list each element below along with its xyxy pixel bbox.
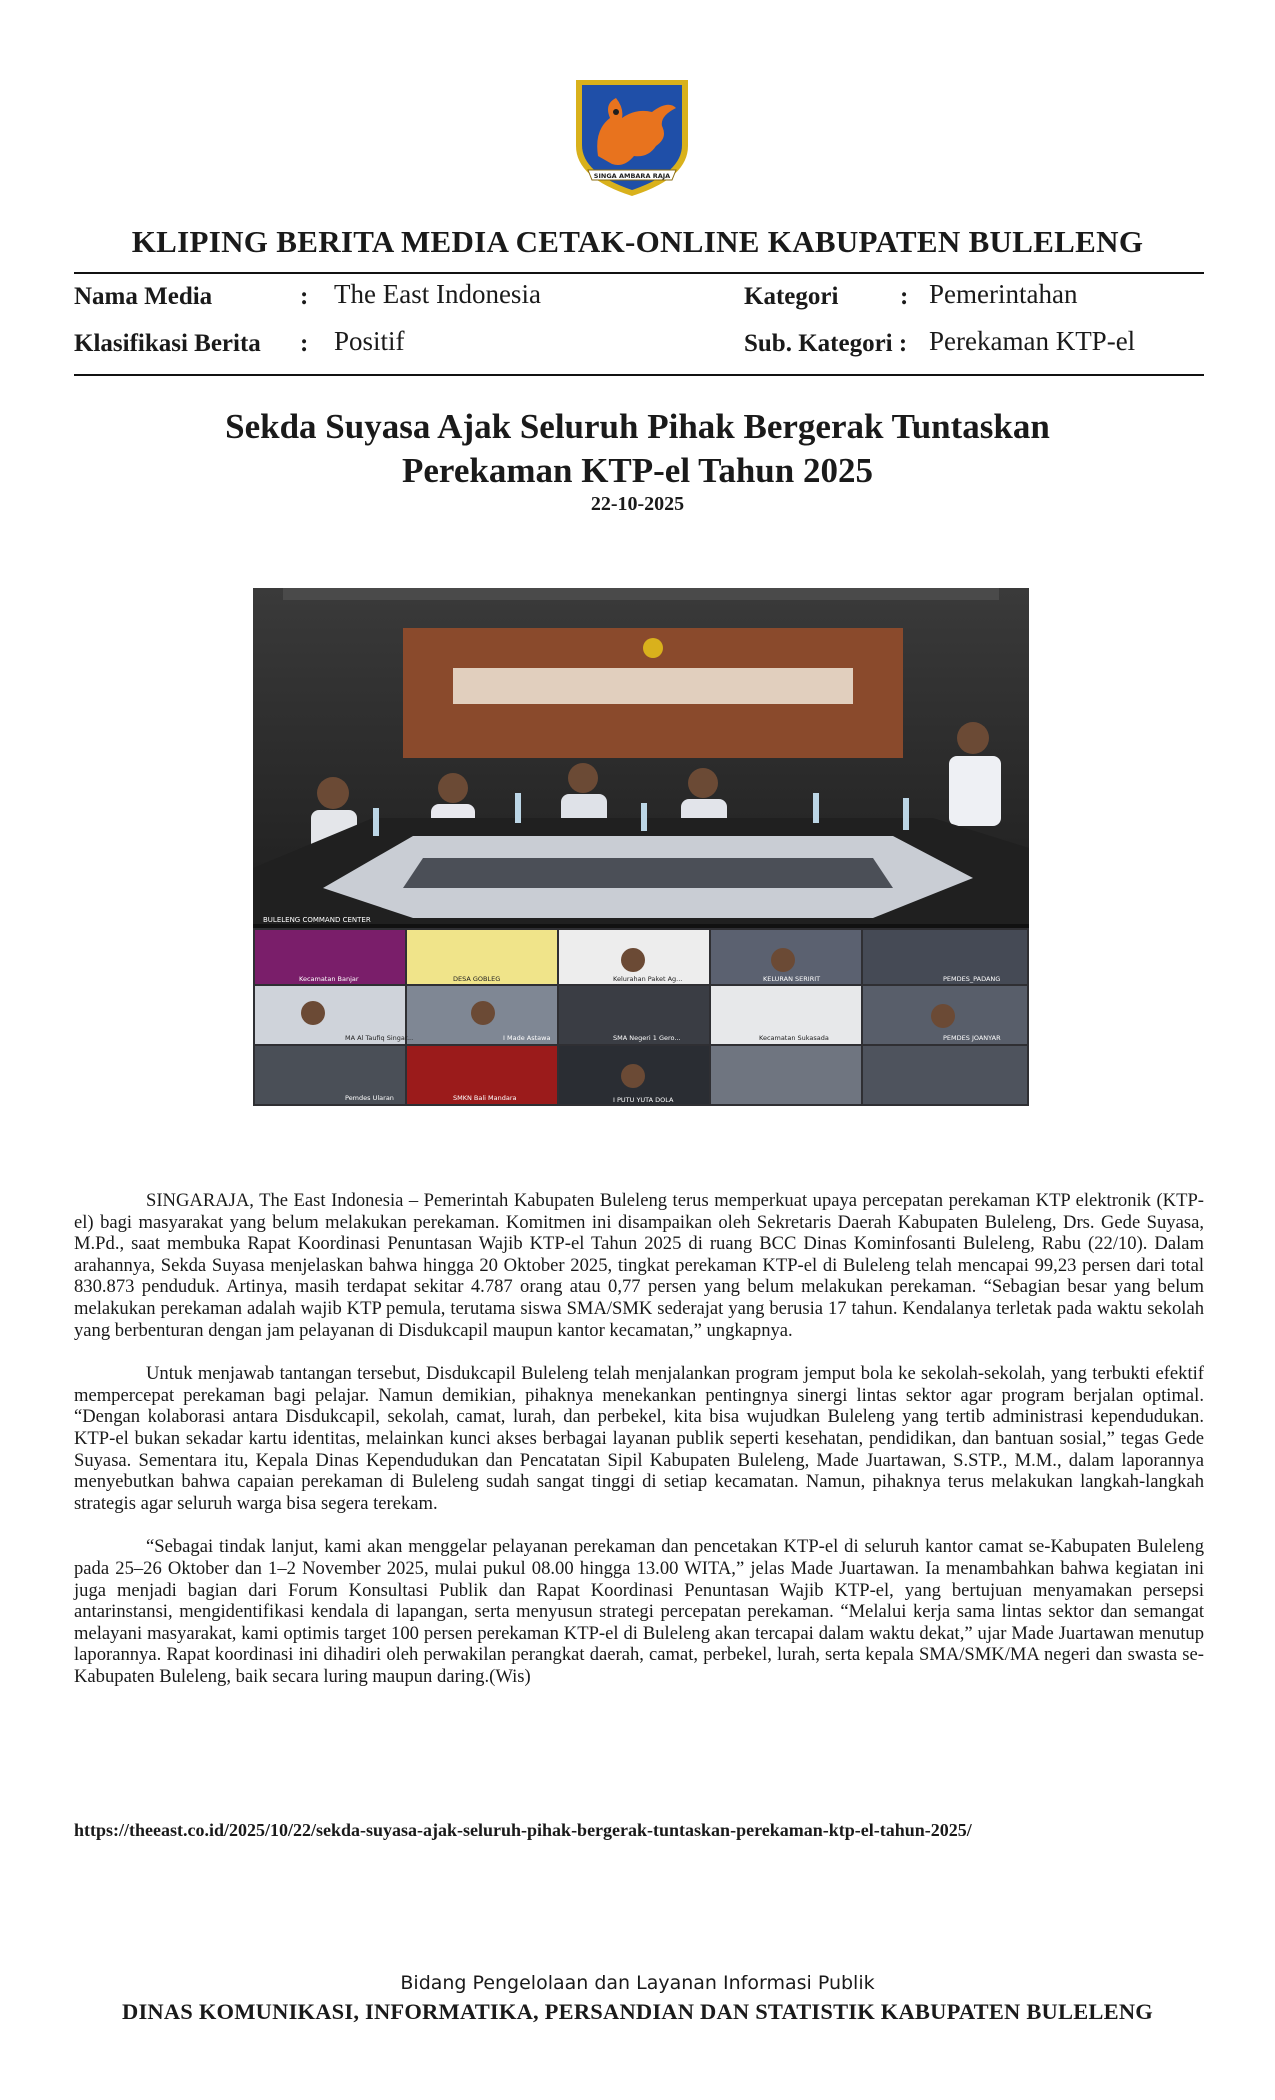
classification-value: Positif: [334, 326, 405, 356]
classification-label: Klasifikasi Berita: [74, 330, 261, 357]
article-paragraph: Untuk menjawab tantangan tersebut, Disdukcapil Buleleng telah menjalankan program jemput bola ke sekolah-sekolah, yang terbukti efektif mempercepat perekaman bagi pelajar. Namun demikian, pihaknya menekankan pentingnya sinergi lintas sektor agar program berjalan optimal. “Dengan kolaborasi antara Disdukcapil, sekolah, camat, lurah, dan perbekel, kita bisa wujudkan Buleleng yang tertib administrasi kependudukan. KTP-el bukan sekadar kartu identitas, melainkan kunci akses berbagai layanan publik seperti kesehatan, pendidikan, dan bantuan sosial,” tegas Gede Suyasa. Sementara itu, Kepala Dinas Kependudukan dan Pencatatan Sipil Kabupaten Buleleng, Made Juartawan, S.STP., M.M., dalam laporannya menyebutkan bahwa capaian perekaman di Buleleng sudah sangat tinggi di setiap kecamatan. Namun, pihaknya terus melakukan langkah-langkah strategis agar seluruh warga bisa segera terekam.: [74, 1363, 1204, 1514]
subcategory-value: Perekaman KTP-el: [929, 326, 1136, 356]
tile-label: Pemdes Ularan: [345, 1094, 394, 1102]
subcategory-label: Sub. Kategori :: [744, 330, 908, 357]
category-colon: :: [900, 283, 909, 310]
media-name-label: Nama Media: [74, 283, 213, 310]
media-name-value: The East Indonesia: [334, 279, 541, 309]
classification-colon: :: [300, 330, 309, 357]
photo-overlay-label: BULELENG COMMAND CENTER: [263, 916, 371, 924]
tile-label: SMA Negeri 1 Gero...: [613, 1034, 681, 1042]
tile-label: I PUTU YUTA DOLA: [613, 1096, 674, 1104]
article-date: 22-10-2025: [590, 493, 685, 515]
article-paragraph: “Sebagai tindak lanjut, kami akan menggelar pelayanan perekaman dan pencetakan KTP-el di seluruh kantor camat se-Kabupaten Buleleng pada 25–26 Oktober dan 1–2 November 2025, mulai pukul 08.00 hingga 13.00 WITA,” jelas Made Juartawan. Ia menambahkan bahwa kegiatan ini juga menjadi bagian dari Forum Konsultasi Publik dan Rapat Koordinasi Penuntasan Wajib KTP-el, yang bertujuan menyamakan persepsi antarinstansi, mengidentifikasi kendala di lapangan, serta menyusun strategi percepatan perekaman. “Melalui kerja sama lintas sektor dan semangat melayani masyarakat, kami optimis target 100 persen perekaman KTP-el di Buleleng akan tercapai dalam waktu dekat,” ujar Made Juartawan menutup laporannya. Rapat koordinasi ini dihadiri oleh perwakilan perangkat daerah, camat, perbekel, lurah, serta kepala SMA/SMK/MA negeri dan swasta se-Kabupaten Buleleng, baik secara luring maupun daring.(Wis): [74, 1536, 1204, 1687]
article-paragraph: SINGARAJA, The East Indonesia – Pemerintah Kabupaten Buleleng terus memperkuat upaya percepatan perekaman KTP elektronik (KTP-el) bagi masyarakat yang belum melakukan perekaman. Komitmen ini disampaikan oleh Sekretaris Daerah Kabupaten Buleleng, Drs. Gede Suyasa, M.Pd., saat membuka Rapat Koordinasi Penuntasan Wajib KTP-el Tahun 2025 di ruang BCC Dinas Kominfosanti Buleleng, Rabu (22/10). Dalam arahannya, Sekda Suyasa menjelaskan bahwa hingga 20 Oktober 2025, tingkat perekaman KTP-el di Buleleng telah mencapai 99,23 persen dari total 830.873 penduduk. Artinya, masih terdapat sekitar 4.787 orang atau 0,77 persen yang belum melakukan perekaman. “Sebagian besar yang belum melakukan perekaman adalah wajib KTP pemula, terutama siswa SMA/SMK sederajat yang berusia 17 tahun. Kendalanya terletak pada waktu sekolah yang berbenturan dengan jam pelayanan di Disdukcapil maupun kantor kecamatan,” ungkapnya.: [74, 1190, 1204, 1341]
article-photo: [253, 588, 1029, 1106]
article-body: [74, 1190, 1204, 1709]
document-header-title: KLIPING BERITA MEDIA CETAK-ONLINE KABUPATEN BULELENG: [131, 224, 1144, 259]
category-label: Kategori: [744, 283, 839, 310]
tile-label: Kelurahan Paket Ag...: [613, 975, 683, 983]
source-url-link[interactable]: https://theeast.co.id/2025/10/22/sekda-suyasa-ajak-seluruh-pihak-bergerak-tuntaskan-perekaman-ktp-el-tahun-2025/: [74, 1820, 972, 1840]
category-value: Pemerintahan: [929, 279, 1078, 309]
footer-office-name: DINAS KOMUNIKASI, INFORMATIKA, PERSANDIAN DAN STATISTIK KABUPATEN BULELENG: [122, 1999, 1153, 2024]
article-title-line-2: Perekaman KTP-el Tahun 2025: [402, 451, 873, 490]
buleleng-emblem-logo: [564, 74, 700, 200]
tile-label: PEMDES_PADANG: [943, 975, 1001, 983]
svg-text:SINGA AMBARA RAJA: SINGA AMBARA RAJA: [593, 172, 671, 180]
tile-label: SMKN Bali Mandara: [453, 1094, 517, 1102]
footer-department: Bidang Pengelolaan dan Layanan Informasi Publik: [400, 1972, 875, 1994]
video-conference-tiles: [253, 928, 1029, 1106]
tile-label: Kecamatan Banjar: [299, 975, 359, 983]
header-bottom-rule: [74, 374, 1204, 376]
article-title-line-1: Sekda Suyasa Ajak Seluruh Pihak Bergerak Tuntaskan: [225, 407, 1050, 446]
tile-label: MA Al Taufiq Singar...: [345, 1034, 414, 1042]
media-colon: :: [300, 283, 309, 310]
tile-label: DESA GOBLEG: [453, 975, 501, 983]
tile-label: Kecamatan Sukasada: [759, 1034, 829, 1042]
tile-label: KELURAN SERIRIT: [763, 975, 821, 983]
tile-label: I Made Astawa: [503, 1034, 551, 1042]
tile-label: PEMDES JOANYAR: [943, 1034, 1001, 1042]
header-top-rule: [74, 272, 1204, 274]
article-title: [0, 405, 1275, 493]
